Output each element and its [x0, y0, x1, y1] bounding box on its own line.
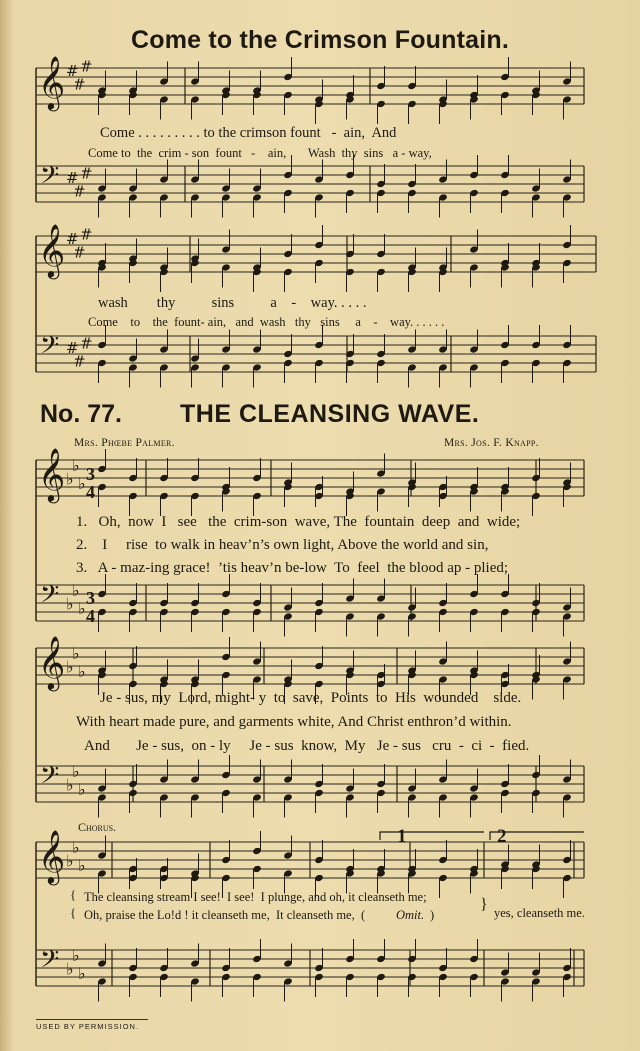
bass-clef: 𝄢	[40, 161, 60, 196]
chorus-omit: Omit.	[396, 908, 425, 922]
time-sig-bottom: 4	[86, 606, 95, 626]
flat-sign: ♭	[72, 580, 80, 600]
sharp-sign: #	[73, 243, 86, 262]
sharp-sign: #	[80, 334, 93, 353]
verse-line-1: 1. Oh, now I see the crim-son wave, The fountain deep and wide;	[76, 514, 521, 530]
verse-line-2: 2. I rise to walk in heav’n’s own light, Above the world and sin,	[76, 537, 489, 553]
flat-sign: ♭	[72, 761, 80, 781]
sharp-sign: #	[73, 75, 86, 94]
flat-sign: ♭	[72, 945, 80, 965]
flat-sign: ♭	[72, 643, 80, 663]
sharp-sign: #	[80, 164, 93, 183]
hymn-title-crimson-fountain: Come to the Crimson Fountain.	[130, 26, 510, 54]
sharp-sign: #	[66, 230, 79, 249]
treble-clef: 𝄞	[38, 55, 66, 109]
chorus-brace-1: {	[70, 888, 76, 902]
flat-sign: ♭	[78, 473, 86, 493]
chorus-brace-right: }	[480, 896, 488, 913]
permission-footer: USED BY PERMISSION.	[36, 1019, 148, 1031]
ending-1-number: 1	[397, 826, 407, 847]
bass-clef: 𝄢	[40, 945, 60, 980]
verse2-line-1: Je - sus, my Lord, might- y to save, Points to His wounded side.	[100, 690, 522, 706]
composer-credit: Mrs. Jos. F. Knapp.	[444, 437, 539, 449]
lyric-line-1b: Come to the crim - son fount - ain, Wash thy sins a - way,	[88, 146, 432, 160]
flat-sign: ♭	[78, 855, 86, 875]
chorus-omit-close: )	[430, 908, 435, 922]
flat-sign: ♭	[78, 779, 86, 799]
hymn-title-cleansing-wave: THE CLEANSING WAVE.	[180, 400, 480, 428]
chorus-line-2: Oh, praise the Lo!d ! it cleanseth me, It cleanseth me, (	[84, 908, 366, 922]
flat-sign: ♭	[66, 851, 74, 871]
lyric-line-2: wash thy sins a - way. . . . .	[98, 295, 367, 311]
time-sig-bottom: 4	[86, 482, 95, 502]
bass-clef: 𝄢	[40, 761, 60, 796]
sharp-sign: #	[66, 62, 79, 81]
flat-sign: ♭	[78, 598, 86, 618]
chorus-label: Chorus.	[78, 820, 117, 834]
volta-bracket-1	[380, 832, 484, 840]
chorus-line-1: The cleansing stream I see! I see! I plunge, and oh, it cleanseth me;	[84, 890, 427, 904]
verse-line-3: 3. A - maz-ing grace! ’tis heav’n be-low To feel the blood ap - plied;	[76, 560, 509, 576]
lyric-line-2b: Come to the fount- ain, and wash thy sins a - way. . . . . .	[88, 315, 445, 329]
sharp-sign: #	[80, 57, 93, 76]
chorus-ending: yes, cleanseth me.	[494, 906, 585, 920]
ending-2-number: 2	[497, 826, 507, 847]
sharp-sign: #	[66, 169, 79, 188]
sharp-sign: #	[66, 339, 79, 358]
treble-clef: 𝄞	[38, 829, 66, 883]
sharp-sign: #	[73, 182, 86, 201]
flat-sign: ♭	[66, 469, 74, 489]
flat-sign: ♭	[72, 455, 80, 475]
treble-clef: 𝄞	[38, 447, 66, 501]
author-credit: Mrs. Phœbe Palmer.	[74, 437, 175, 449]
treble-clef: 𝄞	[38, 223, 66, 277]
flat-sign: ♭	[66, 959, 74, 979]
time-sig-top: 3	[86, 588, 95, 608]
sharp-sign: #	[73, 352, 86, 371]
bass-clef: 𝄢	[40, 580, 60, 615]
treble-clef: 𝄞	[38, 635, 66, 689]
time-sig-top: 3	[86, 464, 95, 484]
verse2-line-3: And Je - sus, on - ly Je - sus know, My Je - sus cru - ci - fied.	[84, 738, 530, 754]
verse2-line-2: With heart made pure, and garments white, And Christ enthron’d within.	[76, 714, 512, 730]
lyric-line-1: Come . . . . . . . . . to the crimson fount - ain, And	[100, 125, 397, 141]
flat-sign: ♭	[66, 657, 74, 677]
sharp-sign: #	[80, 225, 93, 244]
bass-clef: 𝄢	[40, 331, 60, 366]
flat-sign: ♭	[66, 775, 74, 795]
hymn-number: No. 77.	[40, 400, 122, 428]
flat-sign: ♭	[78, 661, 86, 681]
flat-sign: ♭	[78, 963, 86, 983]
flat-sign: ♭	[72, 837, 80, 857]
flat-sign: ♭	[66, 594, 74, 614]
chorus-brace-2: {	[70, 906, 76, 920]
